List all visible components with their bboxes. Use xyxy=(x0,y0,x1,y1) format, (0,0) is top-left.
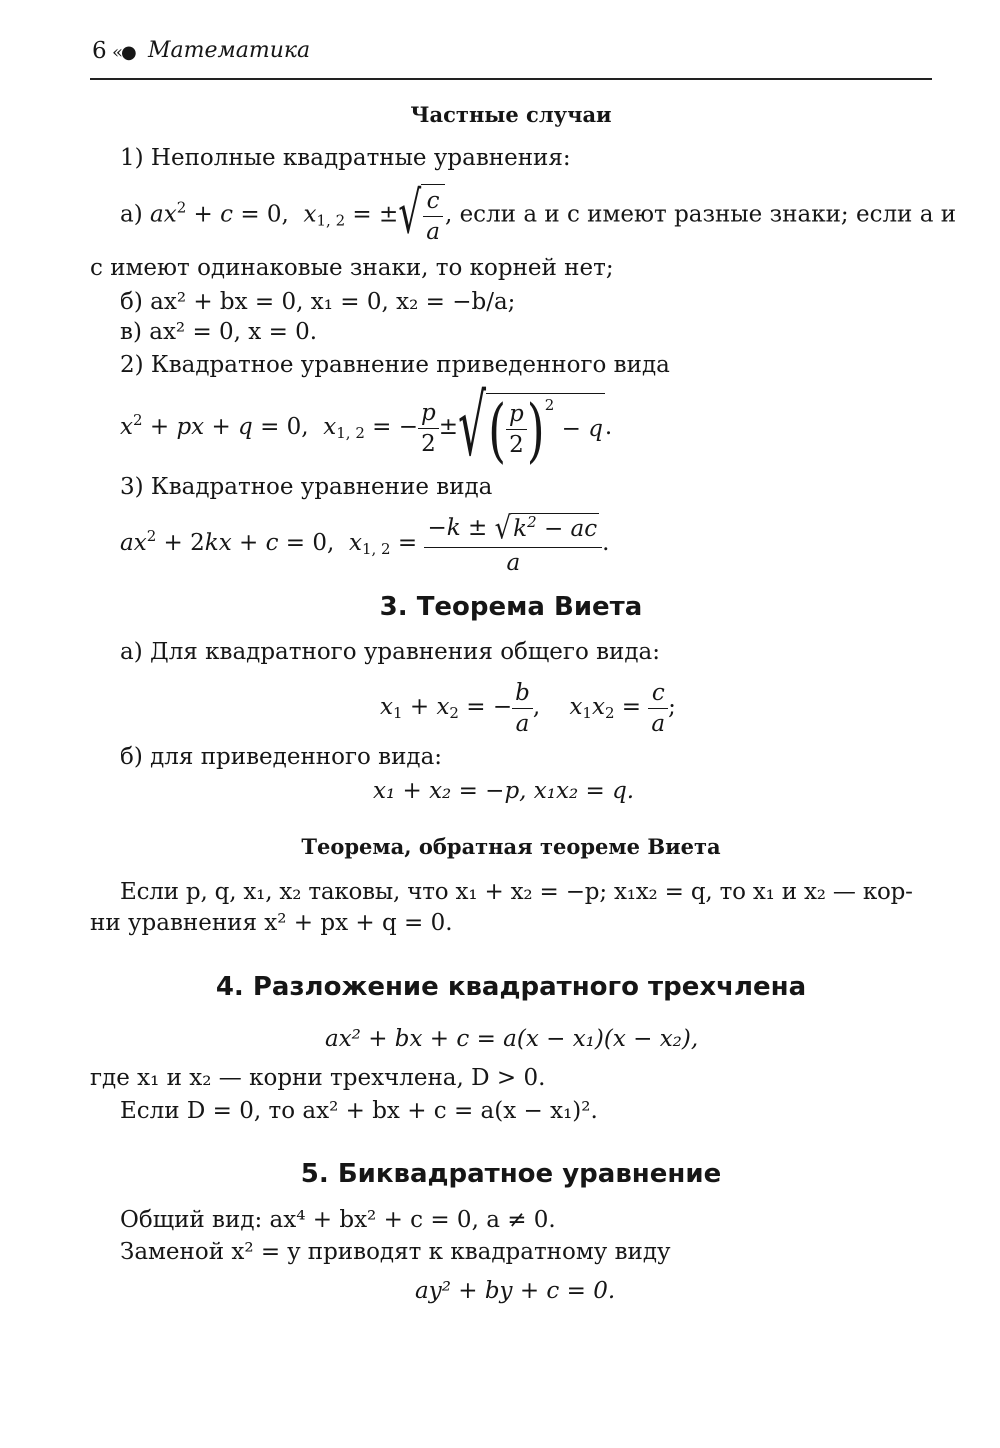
item2-title: 2) Квадратное уравнение приведенного вида xyxy=(120,352,670,378)
item3-title: 3) Квадратное уравнение вида xyxy=(120,474,493,500)
running-title: Математика xyxy=(148,38,311,63)
signs-condition-text: , если a и c имеют разные знаки; если a и xyxy=(444,201,957,228)
converse-heading: Теорема, обратная теореме Виета xyxy=(301,834,721,859)
biquadratic-result: ay² + by + c = 0. xyxy=(415,1278,616,1304)
biquadratic-heading: 5. Биквадратное уравнение xyxy=(300,1159,722,1189)
header-mark-icon: «● xyxy=(112,42,135,63)
biquadratic-substitution: Заменой x² = y приводят к квадратному виду xyxy=(120,1239,671,1265)
page-number: 6 xyxy=(92,38,107,64)
item1-title: 1) Неполные квадратные уравнения: xyxy=(120,145,571,171)
factorization-zero-discriminant: Если D = 0, то ax² + bx + c = a(x − x₁)². xyxy=(120,1098,598,1124)
vieta-reduced-text: б) для приведенного вида: xyxy=(120,744,443,770)
label-a: а) xyxy=(120,201,150,228)
vieta-general-text: а) Для квадратного уравнения общего вида: xyxy=(120,639,661,665)
formula-incomplete-b: б) ax² + bx = 0, x₁ = 0, x₂ = −b/a; xyxy=(120,289,516,315)
factorization-heading: 4. Разложение квадратного трехчлена xyxy=(215,972,807,1002)
special-cases-heading: Частные случаи xyxy=(410,102,612,127)
factorization-formula: ax² + bx + c = a(x − x₁)(x − x₂), xyxy=(325,1026,699,1052)
biquadratic-general: Общий вид: ax⁴ + bx² + c = 0, a ≠ 0. xyxy=(120,1207,556,1233)
vieta-general-formula: $x_1 + x_2$ = − $\frac{b}{a}$ , $x_1x_2$ = $\frac{c}{a}$ ; xyxy=(380,679,676,737)
converse-line-2: ни уравнения x² + px + q = 0. xyxy=(90,910,453,936)
converse-line-1: Если p, q, x₁, x₂ таковы, что x₁ + x₂ = −p; x₁x₂ = q, то x₁ и x₂ — кор- xyxy=(120,879,913,905)
formula-reduced-roots: $x^2$ + px + q = 0, $x_{1, 2}$ = − $\frac{p}{2}$ ±√( $\frac{p}{2}$ )$^2$ − q. xyxy=(120,378,613,476)
formula-incomplete-v: в) ax² = 0, x = 0. xyxy=(120,319,318,345)
sqrt-sign: √ $\frac{c}{a}$ xyxy=(398,184,445,247)
factorization-where: где x₁ и x₂ — корни трехчлена, D > 0. xyxy=(90,1065,546,1091)
vieta-heading: 3. Теорема Виета xyxy=(379,592,643,622)
formula-even-coefficient: $ax^2 + 2kx + c = 0$, $x_{1, 2}$ = $\frac{-k \pm √k^2 - ac}{a}$ . xyxy=(120,510,610,576)
formula-incomplete-a: а) $ax^2 + c = 0$, $x_{1, 2}$ = ±√ $\frac{c}{a}$ , если a и c имеют разные знаки; если a и xyxy=(120,181,957,248)
page-header xyxy=(90,36,932,80)
same-signs-text: c имеют одинаковые знаки, то корней нет; xyxy=(90,255,614,281)
vieta-reduced-formula: x₁ + x₂ = −p, x₁x₂ = q. xyxy=(373,778,635,804)
